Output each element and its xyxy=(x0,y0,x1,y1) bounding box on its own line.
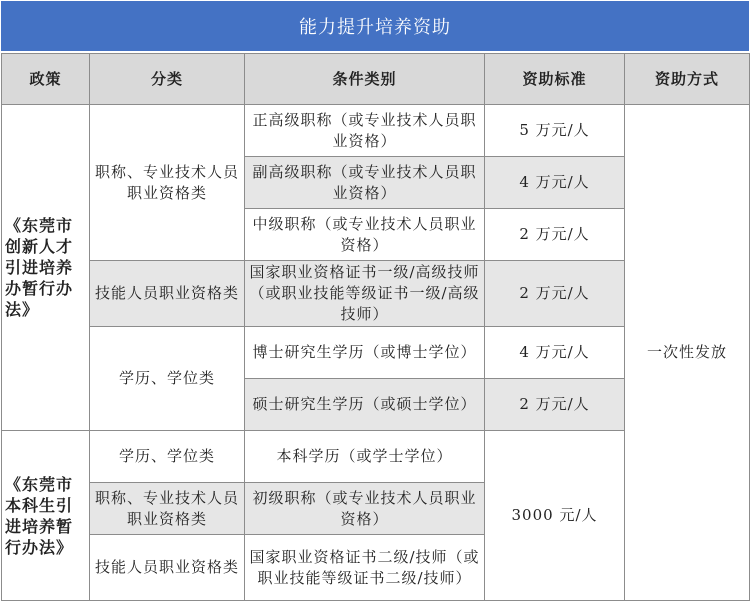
condition-cell: 中级职称（或专业技术人员职业资格） xyxy=(245,209,485,261)
standard-cell: 4 万元/人 xyxy=(485,157,625,209)
header-row xyxy=(2,54,750,105)
policy-cell-1: 《东莞市创新人才引进培养办暂行办法》 xyxy=(2,105,90,431)
table-title: 能力提升培养资助 xyxy=(1,1,749,51)
standard-cell: 3000 元/人 xyxy=(485,431,625,601)
condition-cell: 博士研究生学历（或博士学位） xyxy=(245,327,485,379)
header-standard: 资助标准 xyxy=(485,54,625,105)
condition-cell: 副高级职称（或专业技术人员职业资格） xyxy=(245,157,485,209)
category-cell: 技能人员职业资格类 xyxy=(90,261,245,327)
funding-table xyxy=(1,53,750,601)
condition-cell: 本科学历（或学士学位） xyxy=(245,431,485,483)
header-method: 资助方式 xyxy=(625,54,750,105)
policy-cell-2: 《东莞市本科生引进培养暂行办法》 xyxy=(2,431,90,601)
category-cell: 学历、学位类 xyxy=(90,431,245,483)
header-category: 分类 xyxy=(90,54,245,105)
condition-cell: 国家职业资格证书一级/高级技师（或职业技能等级证书一级/高级技师） xyxy=(245,261,485,327)
header-policy: 政策 xyxy=(2,54,90,105)
standard-cell: 4 万元/人 xyxy=(485,327,625,379)
category-cell: 职称、专业技术人员职业资格类 xyxy=(90,483,245,535)
standard-cell: 2 万元/人 xyxy=(485,261,625,327)
standard-cell: 2 万元/人 xyxy=(485,209,625,261)
funding-table-document xyxy=(1,1,749,601)
category-cell: 职称、专业技术人员职业资格类 xyxy=(90,105,245,261)
standard-cell: 2 万元/人 xyxy=(485,379,625,431)
condition-cell: 正高级职称（或专业技术人员职业资格） xyxy=(245,105,485,157)
standard-cell: 5 万元/人 xyxy=(485,105,625,157)
category-cell: 学历、学位类 xyxy=(90,327,245,431)
table-row xyxy=(2,105,750,157)
condition-cell: 初级职称（或专业技术人员职业资格） xyxy=(245,483,485,535)
condition-cell: 国家职业资格证书二级/技师（或职业技能等级证书二级/技师） xyxy=(245,535,485,601)
condition-cell: 硕士研究生学历（或硕士学位） xyxy=(245,379,485,431)
method-cell: 一次性发放 xyxy=(625,105,750,601)
header-condition: 条件类别 xyxy=(245,54,485,105)
category-cell: 技能人员职业资格类 xyxy=(90,535,245,601)
